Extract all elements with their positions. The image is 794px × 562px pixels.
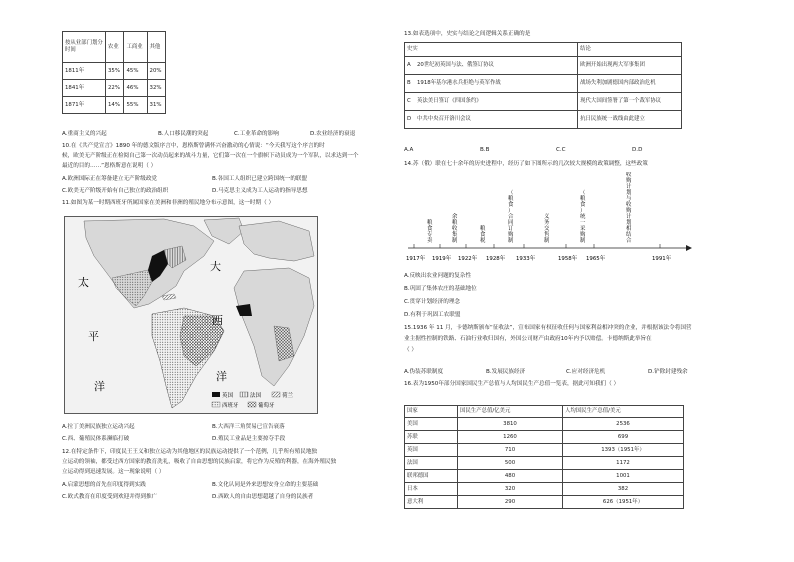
q11-option-b: B.大西洋三角贸易已宣告衰落 (212, 424, 285, 430)
q13-option-c: C.C (556, 147, 566, 153)
legend-swatch-spain (212, 402, 220, 407)
gdp-cell: 2536 (563, 418, 684, 431)
timeline-year: 1919年 (432, 256, 452, 262)
q15-option-b: B.发展民族经济 (486, 369, 526, 375)
q13-row-conclusion: 现代大国间签署了第一个裁军协议 (578, 93, 682, 111)
timeline-year: 1965年 (586, 256, 606, 262)
q13-row-fact: 中共中央召开洛川会议 (415, 111, 578, 129)
map-label-yang2: 洋 (216, 370, 227, 383)
q11-stem: 11.如图为某一时期西班牙所属国家在美洲和非洲的殖民地分布示意图，这一时期（ ） (62, 200, 275, 206)
legend-label-britain: 英国 (222, 393, 234, 399)
gdp-row (405, 483, 684, 496)
q13-row-conclusion: 欧洲开始出现两大军事集团 (578, 57, 682, 75)
q10-option-c: C.欧美无产阶级开始有自己独立的政治组织 (62, 188, 169, 194)
legend-swatch-netherlands (272, 392, 280, 397)
gdp-cell: 710 (458, 444, 563, 457)
gdp-header-per-capita: 人均国民生产总值/美元 (563, 406, 684, 418)
q11-option-a: A.拉丁美洲民族独立运动兴起 (62, 424, 135, 430)
legend-swatch-portugal (248, 402, 256, 407)
q12-option-c: C.欧式教育在印度受到欢迎并得到推广 (62, 494, 158, 500)
gdp-cell: 699 (563, 431, 684, 444)
legend-label-spain: 西班牙 (222, 403, 239, 409)
timeline-year: 1922年 (458, 256, 478, 262)
occupation-cell: 14% (106, 97, 124, 114)
gdp-cell: 意大利 (405, 496, 458, 509)
occupation-cell: 32% (147, 80, 165, 97)
timeline-year: 1917年 (406, 256, 426, 262)
map-label-yang: 洋 (94, 380, 105, 393)
gdp-cell: 1172 (563, 457, 684, 470)
q15-option-c: C.应对经济危机 (566, 369, 606, 375)
timeline-policy-label: 收购计划与收购计划相结合 (626, 172, 632, 244)
q10-option-d: D.马克思主义成为工人运动的指导思想 (212, 188, 308, 194)
q13-header-conclusion: 结论 (578, 43, 682, 57)
timeline-policy-label: 粮食税 (480, 226, 486, 244)
gdp-row (405, 496, 684, 509)
gdp-cell: 1393（1951年） (563, 444, 684, 457)
q13-row-fact: 1918年基尔港水兵拒绝与英军作战 (415, 75, 578, 93)
q13-option-a: A.A (404, 147, 414, 153)
q13-row-conclusion: 抗日民族统一战线由此建立 (578, 111, 682, 129)
q12-line-2: 立运动的领袖，都受过西方国家的教育洗礼，吸收了自由思想的民族启蒙，将它作为反殖的利器，在海外殖民独 (62, 459, 337, 465)
occupation-header-cell: 按从业部门划分 时间 (63, 32, 106, 63)
q13-table (404, 42, 682, 129)
gdp-row (405, 457, 684, 470)
occupation-header-cell: 其他 (147, 32, 165, 63)
q14-stem: 14.苏（俄）联在七十余年的历史进程中，经历了如下图所示的几次较大规模的政策调整，这些政策 (404, 161, 648, 167)
timeline-policy-label: 粮食专卖 (427, 220, 433, 244)
gdp-header-gnp: 国民生产总值/亿美元 (458, 406, 563, 418)
q15-option-a: A.伪装苏联制度 (404, 369, 444, 375)
gdp-table (404, 405, 684, 509)
q9-option-c: C.工业革命的影响 (234, 131, 279, 137)
gdp-row (405, 470, 684, 483)
q13-stem: 13.如表选项中，史实与结论之间逻辑关系正确的是 (404, 31, 531, 37)
occupation-header-cell: 农业 (106, 32, 124, 63)
q11-option-c: C.西、葡殖民体系濒临打破 (62, 436, 130, 442)
occupation-cell: 46% (124, 80, 147, 97)
gdp-header-country: 国家 (405, 406, 458, 418)
occupation-cell: 22% (106, 80, 124, 97)
gdp-cell: 382 (563, 483, 684, 496)
map-label-tai: 太 (78, 276, 89, 289)
timeline-year: 1928年 (486, 256, 506, 262)
timeline-year: 1958年 (558, 256, 578, 262)
q15-option-d: D.铲除封建残余 (648, 369, 688, 375)
q12-option-a: A.启蒙思想的首先在印度得到实践 (62, 482, 146, 488)
q14-option-d: D.有利于巩固工农联盟 (404, 312, 461, 318)
q10-line-2: 候，欧美无产阶级正在检阅自己第一次动员起来的战斗力量，它们第一次在一个旗帜下动员成为一个军队，以求达到一个 (62, 153, 359, 159)
q10-option-b: B.各国工人组织已建立跨国统一的联盟 (212, 176, 308, 182)
gdp-cell: 美国 (405, 418, 458, 431)
q14-option-b: B.巩固了集体农庄的基础地位 (404, 286, 477, 292)
occupation-cell: 45% (124, 63, 147, 80)
gdp-row (405, 418, 684, 431)
timeline-year: 1933年 (516, 256, 536, 262)
q13-row-letter: D (405, 111, 416, 129)
q9-option-a: A.重商主义的兴起 (62, 131, 107, 137)
q12-option-b: B.文化认同是外来思想安身立命的主要基础 (212, 482, 319, 488)
occupation-cell: 20% (147, 63, 165, 80)
q9-option-d: D.农业经济的衰退 (310, 131, 356, 137)
q13-row-conclusion: 战场失利加剧德国内部政治危机 (578, 75, 682, 93)
q13-row-letter: B (405, 75, 416, 93)
gdp-cell: 1260 (458, 431, 563, 444)
q12-option-d: D.西欧人的自由思想超越了自身的民族者 (212, 494, 314, 500)
q15-line-3: （ ） (404, 347, 417, 353)
gdp-cell: 法国 (405, 457, 458, 470)
map-label-da: 大 (210, 260, 221, 273)
gdp-cell: 480 (458, 470, 563, 483)
q10-line-1: 10.在《共产党宣言》1890 年的德文版序言中，恩格斯曾满怀兴奋激动的心情说：“今天我写这个序言的时 (62, 143, 325, 149)
gdp-cell: 1001 (563, 470, 684, 483)
legend-swatch-britain (212, 392, 220, 397)
timeline-policy-label: （粮食）统一采购制 (580, 190, 586, 244)
gdp-cell: 英国 (405, 444, 458, 457)
occupation-cell: 55% (124, 97, 147, 114)
occupation-cell: 1811年 (63, 63, 106, 80)
gdp-cell: 320 (458, 483, 563, 496)
occupation-cell: 1871年 (63, 97, 106, 114)
legend-label-portugal: 葡萄牙 (258, 403, 275, 409)
gdp-cell: 290 (458, 496, 563, 509)
q13-row-letter: A (405, 57, 416, 75)
map-label-ping: 平 (88, 330, 99, 343)
gdp-cell: 联邦德国 (405, 470, 458, 483)
gdp-cell: 626（1951年） (563, 496, 684, 509)
occupation-cell: 1841年 (63, 80, 106, 97)
timeline-policy-label: 义务交售制 (544, 214, 550, 244)
gdp-row (405, 431, 684, 444)
q15-line-2: 业主据性控制的铁路、石油行业收归国有，外国公司财产由政府10年内予以赔偿。卡德纳斯此举旨在 (404, 336, 652, 342)
q10-option-a: A.欧洲国际正在筹备建立无产阶级政党 (62, 176, 158, 182)
q12-line-3: 立运动得到迅速发展。这一现象说明（ ） (62, 469, 165, 475)
map-label-xi: 西 (212, 314, 223, 327)
occupation-cell: 31% (147, 97, 165, 114)
occupation-header-cell: 工商业 (124, 32, 147, 63)
gdp-cell: 日本 (405, 483, 458, 496)
colonial-map (64, 216, 318, 414)
q10-line-3: 最近的目的……”恩格斯意在说明（ ） (62, 163, 157, 169)
legend-swatch-france (240, 392, 248, 397)
timeline-year: 1991年 (652, 256, 672, 262)
occupation-cell: 35% (106, 63, 124, 80)
gdp-cell: 3810 (458, 418, 563, 431)
q9-option-b: B.人口移民潮的突起 (158, 131, 209, 137)
q11-option-d: D.殖民工业品是主要掠夺手段 (212, 436, 286, 442)
occupation-table (62, 31, 166, 114)
q14-option-c: C.贯穿计划经济的理念 (404, 299, 461, 305)
q13-option-d: D.D (632, 147, 643, 153)
q12-line-1: 12.在特定条件下，印度民王王义和独立运动为其他地区的民族运动提供了一个范例，几乎所有殖民地独 (62, 449, 318, 455)
timeline-arrow (686, 245, 692, 251)
q13-option-b: B.B (480, 147, 490, 153)
gdp-cell: 500 (458, 457, 563, 470)
gdp-row (405, 444, 684, 457)
q14-option-a: A.反映出农业问题的复杂性 (404, 273, 472, 279)
q15-line-1: 15.1936 年 11 月，卡德纳斯颁布“征收法”，宣布国家有权征收任何与国家利益相冲突的企业，并根据该法令将国营 (404, 325, 692, 331)
q13-row-fact: 20世纪初英国与法、俄签订协议 (415, 57, 578, 75)
q13-header-fact: 史实 (405, 43, 578, 57)
q13-row-letter: C (405, 93, 416, 111)
legend-label-netherlands: 荷兰 (282, 393, 294, 399)
legend-label-france: 法国 (250, 393, 262, 399)
q13-row-fact: 英法美日签订《四国条约》 (415, 93, 578, 111)
gdp-cell: 苏联 (405, 431, 458, 444)
q16-stem: 16.表为1950年部分国家国民生产总值与人均国民生产总值一览表，据此可知我们（ ） (404, 381, 620, 387)
policy-timeline (404, 172, 694, 268)
timeline-policy-label: 余粮收集制 (452, 214, 458, 244)
timeline-policy-label: （粮食）合同订购制 (508, 190, 514, 244)
